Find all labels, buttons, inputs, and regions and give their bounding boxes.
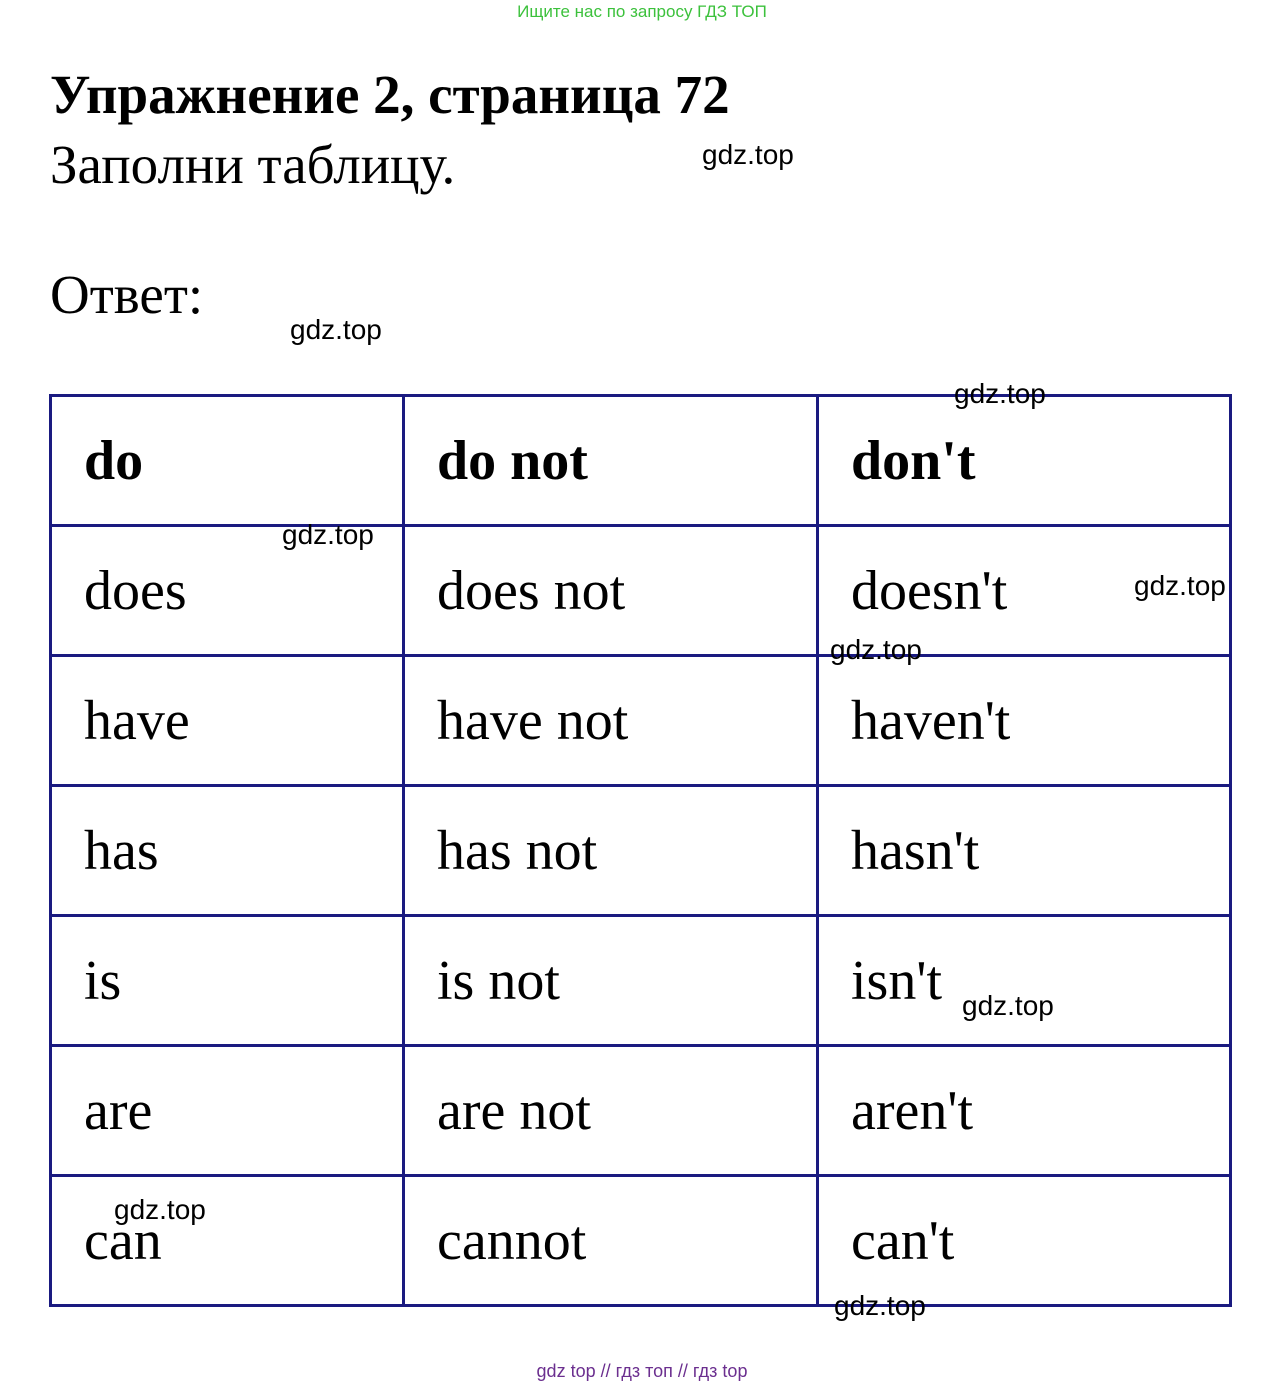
table-cell: aren't xyxy=(818,1046,1231,1176)
table-cell: does xyxy=(51,526,404,656)
table-cell: has not xyxy=(404,786,818,916)
table-row xyxy=(51,1046,1231,1176)
table-row xyxy=(51,786,1231,916)
table-cell: do xyxy=(51,396,404,526)
answer-label: Ответ: xyxy=(50,264,204,325)
watermark: gdz.top xyxy=(282,519,374,550)
table-cell: have xyxy=(51,656,404,786)
table-cell: can xyxy=(51,1176,404,1306)
watermark: gdz.top xyxy=(830,634,922,665)
table-row xyxy=(51,1176,1231,1306)
table-cell: isn't xyxy=(818,916,1231,1046)
table-row xyxy=(51,396,1231,526)
watermark: gdz.top xyxy=(114,1194,206,1225)
table-row xyxy=(51,916,1231,1046)
table-cell: does not xyxy=(404,526,818,656)
task-instruction: Заполни таблицу. xyxy=(50,134,456,195)
table-cell: do not xyxy=(404,396,818,526)
top-banner: Ищите нас по запросу ГДЗ ТОП xyxy=(517,2,767,21)
watermark: gdz.top xyxy=(290,314,382,345)
table-cell: haven't xyxy=(818,656,1231,786)
page-title: Упражнение 2, страница 72 xyxy=(50,64,730,125)
watermark: gdz.top xyxy=(962,990,1054,1021)
table-cell: have not xyxy=(404,656,818,786)
footer-links[interactable]: gdz top // гдз топ // гдз top xyxy=(536,1361,748,1381)
table-row xyxy=(51,526,1231,656)
watermark: gdz.top xyxy=(954,378,1046,409)
watermark: gdz.top xyxy=(1134,570,1226,601)
verb-forms-table xyxy=(49,394,1232,1307)
table-row xyxy=(51,656,1231,786)
table-cell: cannot xyxy=(404,1176,818,1306)
table-cell: hasn't xyxy=(818,786,1231,916)
table-cell: has xyxy=(51,786,404,916)
table-cell: doesn't xyxy=(818,526,1231,656)
table-cell: can't xyxy=(818,1176,1231,1306)
table-cell: are xyxy=(51,1046,404,1176)
watermark: gdz.top xyxy=(834,1290,926,1321)
table-cell: is xyxy=(51,916,404,1046)
table-cell: are not xyxy=(404,1046,818,1176)
table-cell: is not xyxy=(404,916,818,1046)
table-cell: don't xyxy=(818,396,1231,526)
watermark: gdz.top xyxy=(702,139,794,170)
